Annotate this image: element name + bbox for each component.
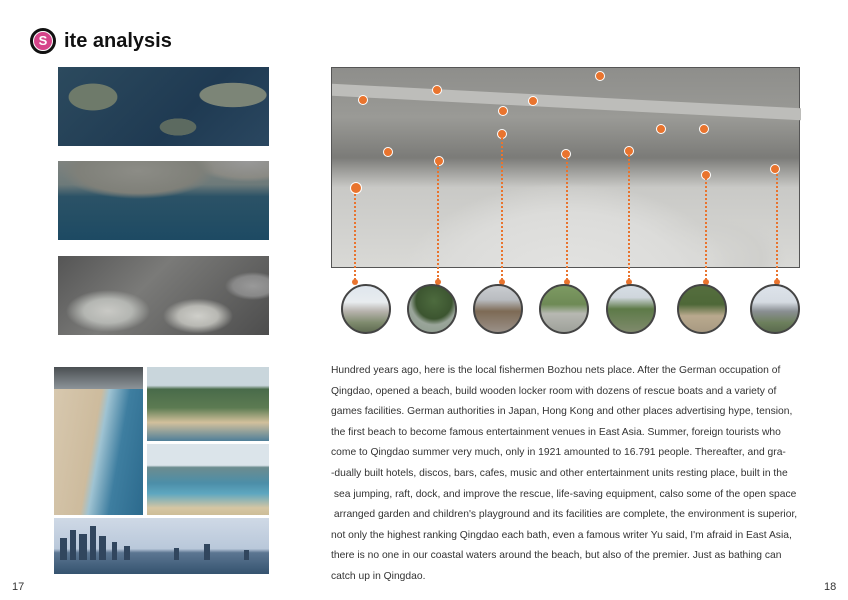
site-photo-thumbnail [750,284,800,334]
satellite-image-bay [58,161,269,240]
leader-line [501,134,503,280]
page-number-right: 18 [824,581,837,593]
section-badge [30,28,56,54]
site-photo-thumbnail [341,284,391,334]
photo-beach-hillside [147,367,269,441]
page-number-left: 17 [12,581,25,593]
map-marker [770,164,780,174]
leader-line [776,170,778,280]
map-marker [350,182,362,194]
site-photo-thumbnail [677,284,727,334]
description-line: catch up in Qingdao. [331,570,426,582]
map-marker [434,156,444,166]
map-marker [383,147,393,157]
satellite-image-beach-detail [58,256,269,335]
description-line: Qingdao, opened a beach, build wooden locker room with dozens of rescue boats and a variety of [331,385,777,397]
description-line: games facilities. German authorities in Japan, Hong Kong and other places advertising hype, tension, [331,406,793,418]
site-photo-thumbnail [539,284,589,334]
map-marker [656,124,666,134]
description-line: there is no one in our coastal waters around the beach, but also of the premier. Just as bathing can [331,550,782,562]
site-photo-thumbnail [473,284,523,334]
site-photo-thumbnail [407,284,457,334]
satellite-image-region [58,67,269,146]
description-line: come to Qingdao summer very much, only in 1921 amounted to 16.791 people. Thereafter, and gra- [331,447,786,459]
description-line: the first beach to become famous entertainment venues in East Asia. Summer, foreign tourists who [331,426,781,438]
map-marker [432,85,442,95]
description-line: Hundred years ago, here is the local fishermen Bozhou nets place. After the German occupation of [331,365,781,376]
site-description [331,361,826,588]
leader-end-dot [352,279,358,285]
map-marker [498,106,508,116]
description-line: not only the highest ranking Qingdao each bath, even a famous writer Yu said, I'm afraid in East Asia, [331,529,792,541]
map-marker [358,95,368,105]
leader-line [628,152,630,280]
description-line: -dually built hotels, discos, bars, cafes, music and other entertainment units resting place, built in the [331,467,788,479]
leader-line [437,164,439,280]
description-line: sea jumping, raft, dock, and improve the rescue, life-saving equipment, calso some of the open space [331,488,797,500]
leader-line [705,174,707,280]
photo-beach-crowd [54,367,143,515]
leader-line [354,186,356,280]
section-letter: S [34,32,52,50]
photo-beach-shore [147,444,269,515]
map-marker [595,71,605,81]
photo-city-skyline [54,518,269,574]
leader-line [566,154,568,280]
description-line: arranged garden and children's playground and its facilities are complete, the environment is superior, [331,509,798,521]
coastal-road [332,84,801,121]
page-title: ite analysis [64,30,172,52]
site-photo-thumbnail [606,284,656,334]
map-marker [699,124,709,134]
map-marker [528,96,538,106]
